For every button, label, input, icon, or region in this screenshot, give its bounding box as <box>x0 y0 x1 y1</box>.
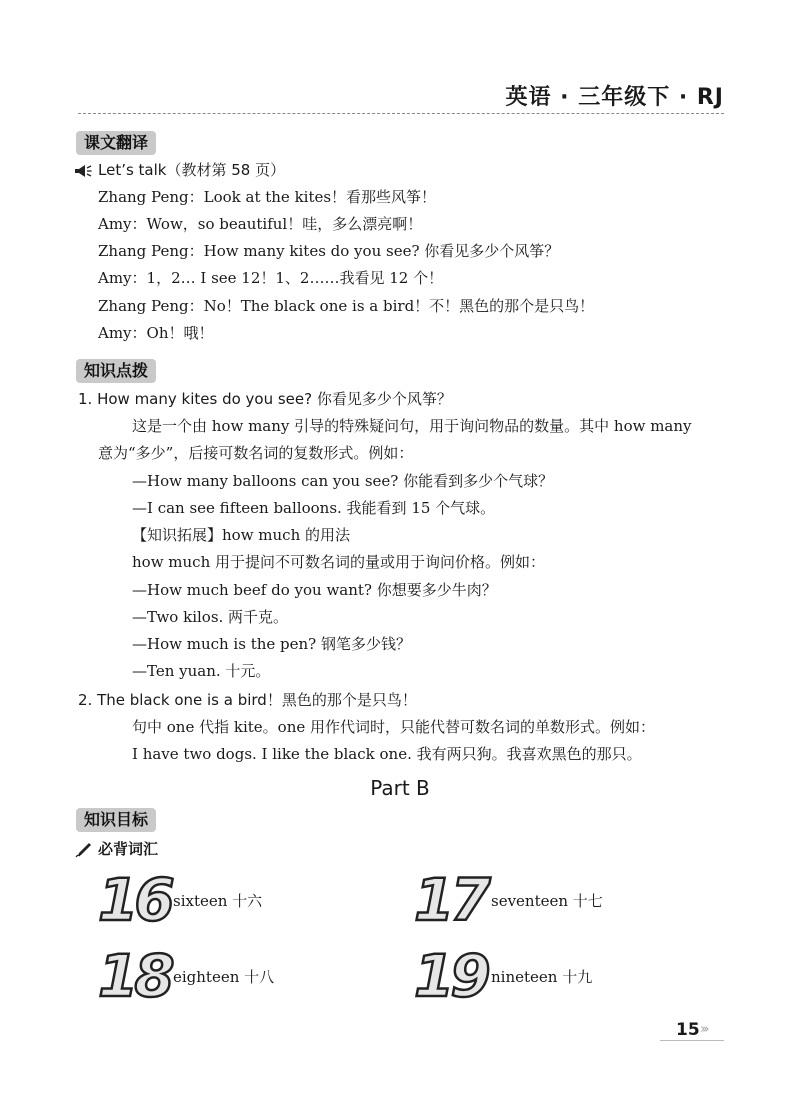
point1-para2: 意为“多少”，后接可数名词的复数形式。例如： <box>98 444 414 462</box>
point1-example-2: —I can see fifteen balloons. 我能看到 15 个气球。 <box>132 499 496 517</box>
vocab-word-17: seventeen 十七 <box>491 892 603 910</box>
point2-heading: 2. The black one is a bird！黑色的那个是只鸟！ <box>78 691 417 709</box>
page-arrows-decoration: ››› <box>700 1022 707 1037</box>
point1-para1: 这是一个由 how many 引导的特殊疑问句，用于询问物品的数量。其中 how many <box>132 417 692 435</box>
speaker-icon <box>74 164 92 178</box>
point1-example-5: —How much is the pen? 钢笔多少钱？ <box>132 635 411 653</box>
section-tag-knowledge: 知识点拨 <box>76 359 156 383</box>
pen-icon <box>74 842 92 858</box>
talk-title: Let’s talk（教材第 58 页） <box>98 161 286 179</box>
vocab-number-17: 17 <box>414 866 487 934</box>
talk-line-6: Amy：Oh！哦！ <box>98 324 214 342</box>
talk-line-1: Zhang Peng：Look at the kites！看那些风筝！ <box>98 188 437 206</box>
vocab-word-19: nineteen 十九 <box>491 968 593 986</box>
point1-extension-title: 【知识拓展】how much 的用法 <box>132 526 351 544</box>
page-header-title: 英语 · 三年级下 · RJ <box>505 85 724 110</box>
talk-line-3: Zhang Peng：How many kites do you see? 你看见多少个风筝？ <box>98 242 560 260</box>
vocab-word-16: sixteen 十六 <box>173 892 263 910</box>
header-divider <box>78 113 724 114</box>
vocab-word-18: eighteen 十八 <box>173 968 275 986</box>
point1-example-1: —How many balloons can you see? 你能看到多少个气球？ <box>132 472 554 490</box>
page-number-rule <box>660 1040 724 1041</box>
point1-example-4: —Two kilos. 两千克。 <box>132 608 289 626</box>
section-tag-target: 知识目标 <box>76 808 156 832</box>
vocab-number-16: 16 <box>98 866 171 934</box>
vocab-number-19: 19 <box>414 942 487 1010</box>
vocab-title: 必背词汇 <box>98 840 159 858</box>
section-tag-translation: 课文翻译 <box>76 131 156 155</box>
talk-line-4: Amy：1，2… I see 12！1、2……我看见 12 个！ <box>98 269 444 287</box>
point1-example-3: —How much beef do you want? 你想要多少牛肉？ <box>132 581 497 599</box>
point1-extension-desc: how much 用于提问不可数名词的量或用于询问价格。例如： <box>132 553 546 571</box>
part-title: Part B <box>370 776 430 800</box>
page-number: 15 <box>676 1020 700 1040</box>
point1-example-6: —Ten yuan. 十元。 <box>132 662 271 680</box>
talk-line-2: Amy：Wow，so beautiful！哇，多么漂亮啊！ <box>98 215 423 233</box>
point2-para1: 句中 one 代指 kite。one 用作代词时，只能代替可数名词的单数形式。例如： <box>132 718 656 736</box>
point2-para2: I have two dogs. I like the black one. 我有两只狗。我喜欢黑色的那只。 <box>132 745 642 763</box>
talk-line-5: Zhang Peng：No！The black one is a bird！不！黑色的那个是只鸟！ <box>98 297 595 315</box>
vocab-number-18: 18 <box>98 942 171 1010</box>
point1-heading: 1. How many kites do you see? 你看见多少个风筝？ <box>78 390 452 408</box>
